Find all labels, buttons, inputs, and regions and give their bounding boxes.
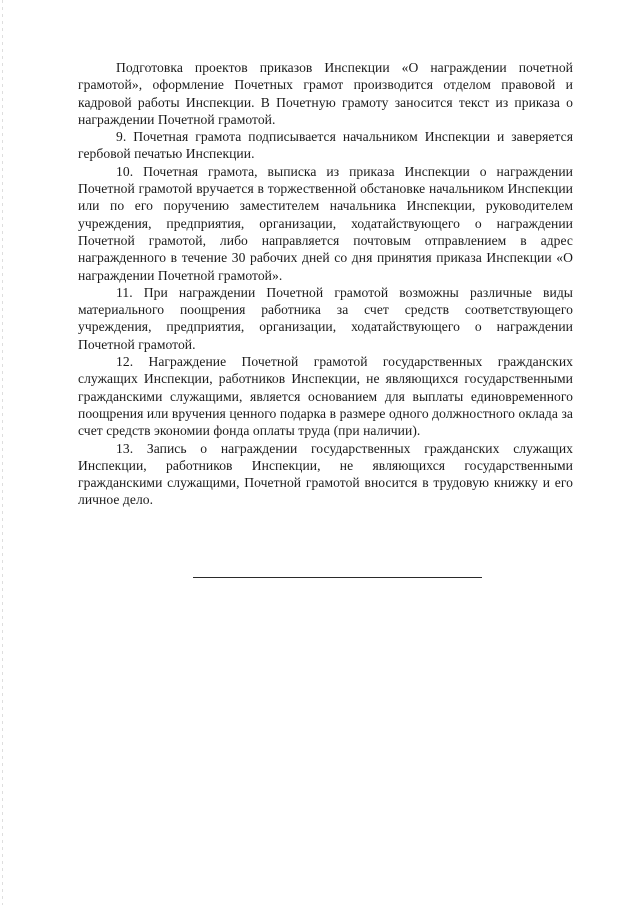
document-body — [78, 59, 573, 509]
paragraph-9: 9. Почетная грамота подписывается начальником Инспекции и заверяется гербовой печатью Инспекции. — [78, 129, 573, 162]
scan-edge-mark — [2, 0, 3, 905]
paragraph-preparation: Подготовка проектов приказов Инспекции «О награждении почетной грамотой», оформление Почетных грамот производится отделом правовой и кадровой работы Инспекции. В Почетную грамоту заносится текст из приказа о награждении Почетной грамотой. — [78, 60, 573, 127]
closing-separator-line — [193, 577, 482, 578]
paragraph-10: 10. Почетная грамота, выписка из приказа Инспекции о награждении Почетной грамотой вручается в торжественной обстановке начальником Инспекции или по его поручению заместителем начальника Инспекции, руководителем учреждения, предприятия, организации, ходатайствующего о награждении Почетной грамотой, либо направляется почтовым отправлением в адрес награжденного в течение 30 рабочих дней со дня принятия приказа Инспекции «О награждении Почетной грамотой». — [78, 163, 573, 283]
paragraph-13: 13. Запись о награждении государственных гражданских служащих Инспекции, работников Инспекции, не являющихся государственными гражданскими служащими, Почетной грамотой вносится в трудовую книжку и его личное дело. — [78, 440, 573, 508]
paragraph-12: 12. Награждение Почетной грамотой государственных гражданских служащих Инспекции, работников Инспекции, не являющихся государственными гражданскими служащими, является основанием для выплаты единовременного поощрения или вручения ценного подарка в размере одного должностного оклада за счет средств экономии фонда оплаты труда (при наличии). — [78, 354, 573, 439]
paragraph-11: 11. При награждении Почетной грамотой возможны различные виды материального поощрения работника за счет средств соответствующего учреждения, предприятия, организации, ходатайствующего о награждении Почетной грамотой. — [78, 284, 573, 352]
